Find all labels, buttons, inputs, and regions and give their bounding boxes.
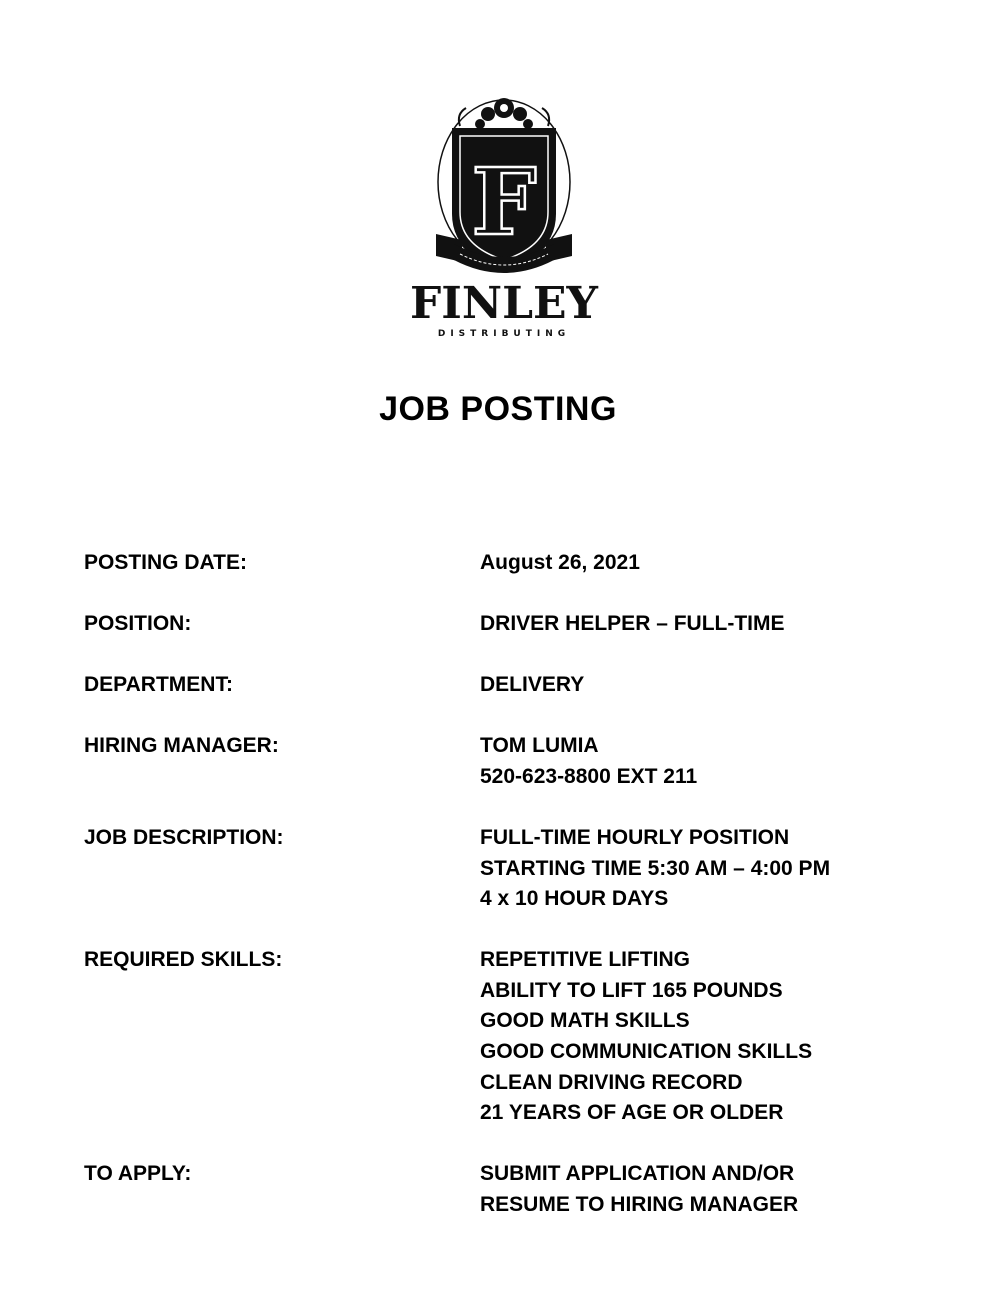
field-label: REQUIRED SKILLS: (84, 948, 283, 972)
field-value-line: 21 YEARS OF AGE OR OLDER (480, 1101, 784, 1125)
field-value-line: DELIVERY (480, 673, 585, 697)
field-value-line: TOM LUMIA (480, 734, 599, 758)
posting-fields (84, 548, 944, 1221)
field-value-line: August 26, 2021 (480, 551, 640, 574)
field-label: TO APPLY: (84, 1162, 192, 1186)
field-values (480, 1159, 944, 1220)
field-value-line: 520-623-8800 EXT 211 (480, 764, 698, 788)
field-label: POSITION: (84, 612, 192, 636)
field-value-line: FULL-TIME HOURLY POSITION (480, 825, 790, 849)
svg-text:F: F (471, 148, 537, 256)
field-value-line: 4 x 10 HOUR DAYS (480, 887, 669, 911)
field-values (480, 670, 944, 701)
field-value-line: GOOD COMMUNICATION SKILLS (480, 1040, 813, 1064)
field-values (480, 548, 944, 579)
svg-text:FINLEY: FINLEY (410, 278, 598, 329)
flower-crown-icon (459, 98, 549, 129)
finley-logo (410, 94, 598, 340)
field-row (84, 731, 944, 792)
field-value-line: REPETITIVE LIFTING (480, 948, 691, 972)
field-row (84, 670, 944, 701)
field-label: POSTING DATE: (84, 551, 247, 574)
field-value-line: RESUME TO HIRING MANAGER (480, 1192, 799, 1216)
field-value-line: SUBMIT APPLICATION AND/OR (480, 1162, 795, 1186)
field-value-line: GOOD MATH SKILLS (480, 1009, 690, 1033)
svg-text:DISTRIBUTING: DISTRIBUTING (437, 329, 571, 339)
field-value-line: STARTING TIME 5:30 AM – 4:00 PM (480, 856, 831, 880)
field-label: HIRING MANAGER: (84, 734, 279, 758)
field-values (480, 731, 944, 792)
field-row (84, 945, 944, 1129)
field-label: DEPARTMENT: (84, 673, 233, 697)
field-values (480, 945, 944, 1129)
field-values (480, 609, 944, 640)
page-title: JOB POSTING (379, 390, 617, 428)
field-value-line: CLEAN DRIVING RECORD (480, 1070, 743, 1094)
field-row (84, 1159, 944, 1220)
field-row (84, 823, 944, 915)
field-row (84, 548, 944, 579)
field-value-line: DRIVER HELPER – FULL-TIME (480, 612, 785, 636)
field-row (84, 609, 944, 640)
field-label: JOB DESCRIPTION: (84, 825, 284, 849)
field-values (480, 823, 944, 915)
field-value-line: ABILITY TO LIFT 165 POUNDS (480, 978, 783, 1002)
